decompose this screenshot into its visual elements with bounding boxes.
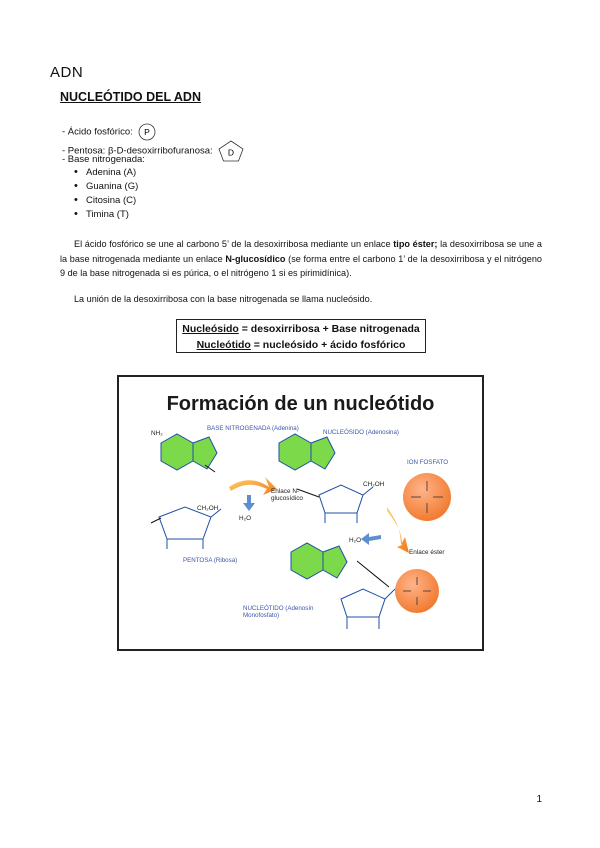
component-label: - Ácido fosfórico: bbox=[62, 126, 133, 138]
nucleotide-formation-figure bbox=[117, 375, 484, 651]
formula-rest: = desoxirribosa + Base nitrogenada bbox=[238, 323, 420, 335]
bold-term: tipo éster; bbox=[393, 239, 438, 249]
nucleoside-molecule bbox=[279, 434, 373, 523]
list-item: • Adenina (A) bbox=[86, 167, 136, 178]
list-item: • Citosina (C) bbox=[86, 195, 136, 206]
phosphate-symbol: P bbox=[144, 127, 151, 138]
bold-term: N-glucosídico bbox=[225, 253, 286, 264]
label-base: BASE NITROGENADA (Adenina) bbox=[207, 425, 299, 432]
list-item: • Guanina (G) bbox=[86, 181, 138, 192]
formula-nucleoside bbox=[177, 321, 425, 337]
formula-nucleotide bbox=[177, 337, 425, 353]
label-bond-n: Enlace N-glucosídico bbox=[271, 488, 303, 502]
list-item: • Timina (T) bbox=[86, 209, 129, 220]
component-label: - Base nitrogenada: bbox=[62, 154, 145, 165]
paragraph-text: (se forma entre el carbono 1’ de la desoxirribosa y el nitrógeno 9 de la base nitrogenada si es púrica, o el nitrógeno 1 si es pirimidínica). bbox=[60, 253, 542, 278]
pentose-symbol: D bbox=[228, 147, 235, 158]
pentagon-icon bbox=[218, 140, 244, 162]
label-phosphate: ION FOSFATO bbox=[407, 459, 449, 466]
label-ch2oh-2: CH₂OH bbox=[363, 481, 385, 488]
reaction-arrow-1 bbox=[229, 477, 277, 511]
section-title: NUCLEÓTIDO DEL ADN bbox=[60, 90, 201, 104]
page-number: 1 bbox=[536, 794, 542, 805]
paragraph-nucleoside: La unión de la desoxirribosa con la base nitrogenada se llama nucleósido. bbox=[74, 294, 373, 304]
paragraph-text: la desoxirribosa se une a la base nitrogenada mediante un enlace bbox=[60, 239, 542, 264]
formula-term: Nucleósido bbox=[182, 323, 239, 335]
document-title: ADN bbox=[50, 64, 84, 81]
formula-rest: = nucleósido + ácido fosfórico bbox=[250, 339, 406, 351]
pentose-molecule bbox=[159, 507, 221, 549]
phosphate-ion bbox=[403, 473, 451, 521]
label-water-2: H₂O bbox=[349, 537, 362, 544]
label-bond-ester: Enlace éster bbox=[409, 549, 445, 556]
component-label: - Pentosa: β-D-desoxirribofuranosa: bbox=[62, 145, 213, 157]
label-water-1: H₂O bbox=[239, 515, 252, 522]
label-nucleoside: NUCLEÓSIDO (Adenosina) bbox=[323, 429, 399, 436]
bound-phosphate bbox=[395, 569, 439, 613]
label-nh2: NH₂ bbox=[151, 430, 163, 437]
formula-box bbox=[176, 319, 426, 353]
component-base bbox=[62, 154, 145, 165]
reaction-arrow-2 bbox=[361, 507, 409, 553]
component-phosphoric-acid bbox=[62, 123, 156, 141]
figure-title: Formación de un nucleótido bbox=[166, 393, 435, 415]
label-pentose: PENTOSA (Ribosa) bbox=[183, 557, 238, 564]
adenine-molecule bbox=[161, 434, 217, 470]
phosphate-circle-icon bbox=[138, 123, 156, 141]
paragraph-text: El ácido fosfórico se une al carbono 5’ de la desoxirribosa mediante un enlace bbox=[74, 239, 394, 249]
paragraph-bonds bbox=[60, 237, 542, 281]
label-ch2oh: CH₂OH bbox=[197, 505, 219, 512]
label-nucleotide: NUCLEÓTIDO (Adenosín Monofosfato) bbox=[243, 605, 314, 619]
formula-term: Nucleótido bbox=[196, 339, 251, 351]
